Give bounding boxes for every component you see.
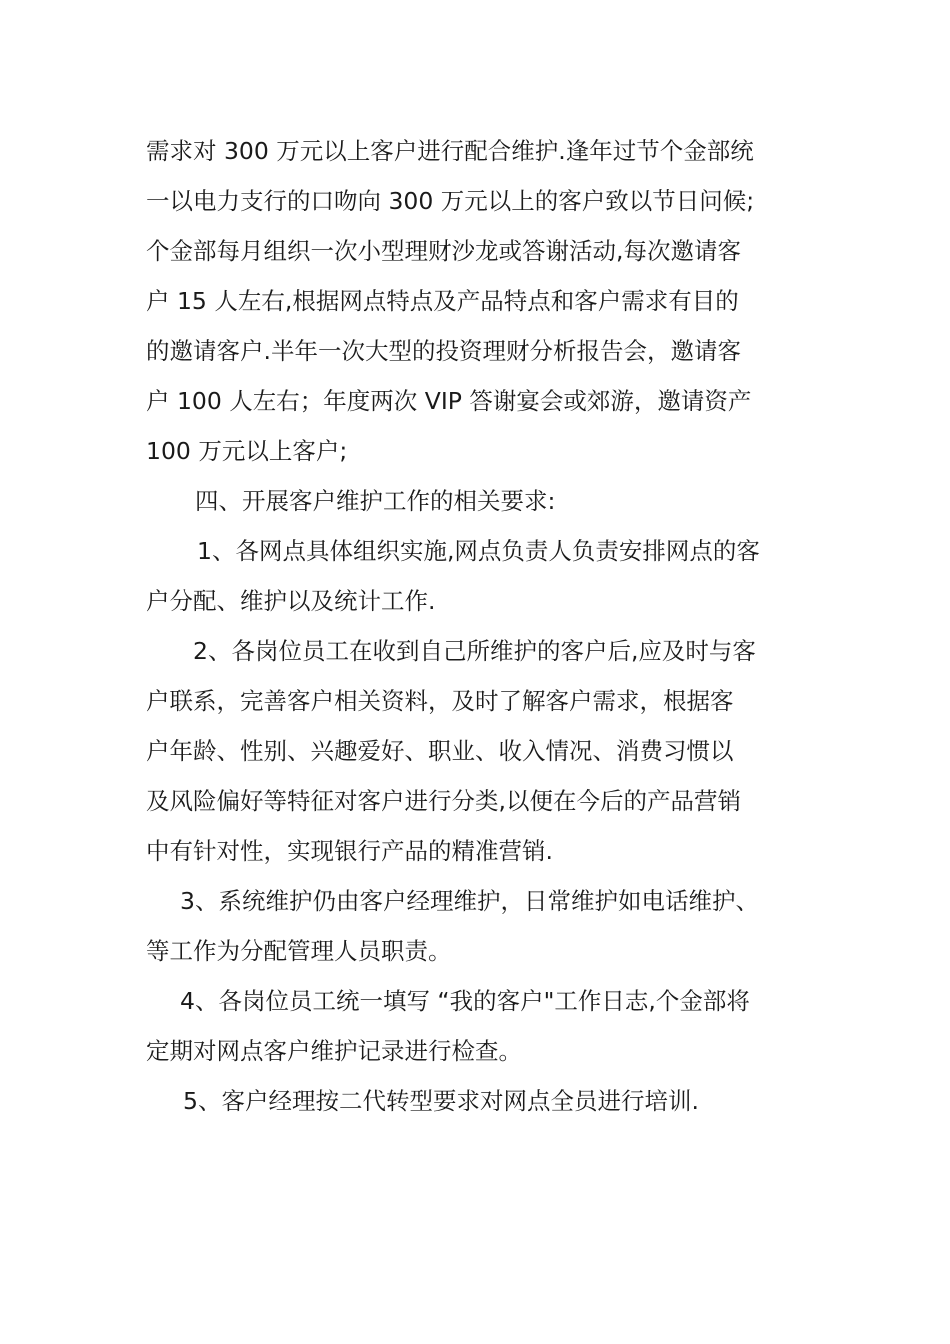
text-line: 户年龄、性别、兴趣爱好、职业、收入情况、消费习惯以 [146, 737, 734, 765]
text-line: 等工作为分配管理人员职责。 [146, 937, 452, 965]
text-line: 及风险偏好等特征对客户进行分类,以便在今后的产品营销 [146, 787, 741, 815]
text-line: 的邀请客户.半年一次大型的投资理财分析报告会，邀请客 [146, 337, 741, 365]
section-heading: 四、开展客户维护工作的相关要求: [195, 487, 556, 515]
text-line: 户 100 人左右；年度两次 VIP 答谢宴会或郊游，邀请资产 [146, 387, 752, 415]
text-line: 一以电力支行的口吻向 300 万元以上的客户致以节日问候; [146, 187, 755, 215]
text-line: 定期对网点客户维护记录进行检查。 [146, 1037, 522, 1065]
text-line: 3、系统维护仍由客户经理维护，日常维护如电话维护、 [180, 887, 759, 915]
text-line: 户联系，完善客户相关资料，及时了解客户需求，根据客 [146, 687, 734, 715]
text-line: 户 15 人左右,根据网点特点及产品特点和客户需求有目的 [146, 287, 739, 315]
text-line: 100 万元以上客户; [146, 437, 348, 465]
text-line: 中有针对性，实现银行产品的精准营销. [146, 837, 553, 865]
text-line: 5、客户经理按二代转型要求对网点全员进行培训. [183, 1087, 699, 1115]
text-line: 需求对 300 万元以上客户进行配合维护.逢年过节个金部统 [146, 137, 754, 165]
text-line: 户分配、维护以及统计工作. [146, 587, 436, 615]
text-line: 个金部每月组织一次小型理财沙龙或答谢活动,每次邀请客 [146, 237, 741, 265]
text-line: 1、各网点具体组织实施,网点负责人负责安排网点的客 [197, 537, 760, 565]
text-line: 2、各岗位员工在收到自己所维护的客户后,应及时与客 [193, 637, 756, 665]
text-line: 4、各岗位员工统一填写 “我的客户"工作日志,个金部将 [180, 987, 750, 1015]
